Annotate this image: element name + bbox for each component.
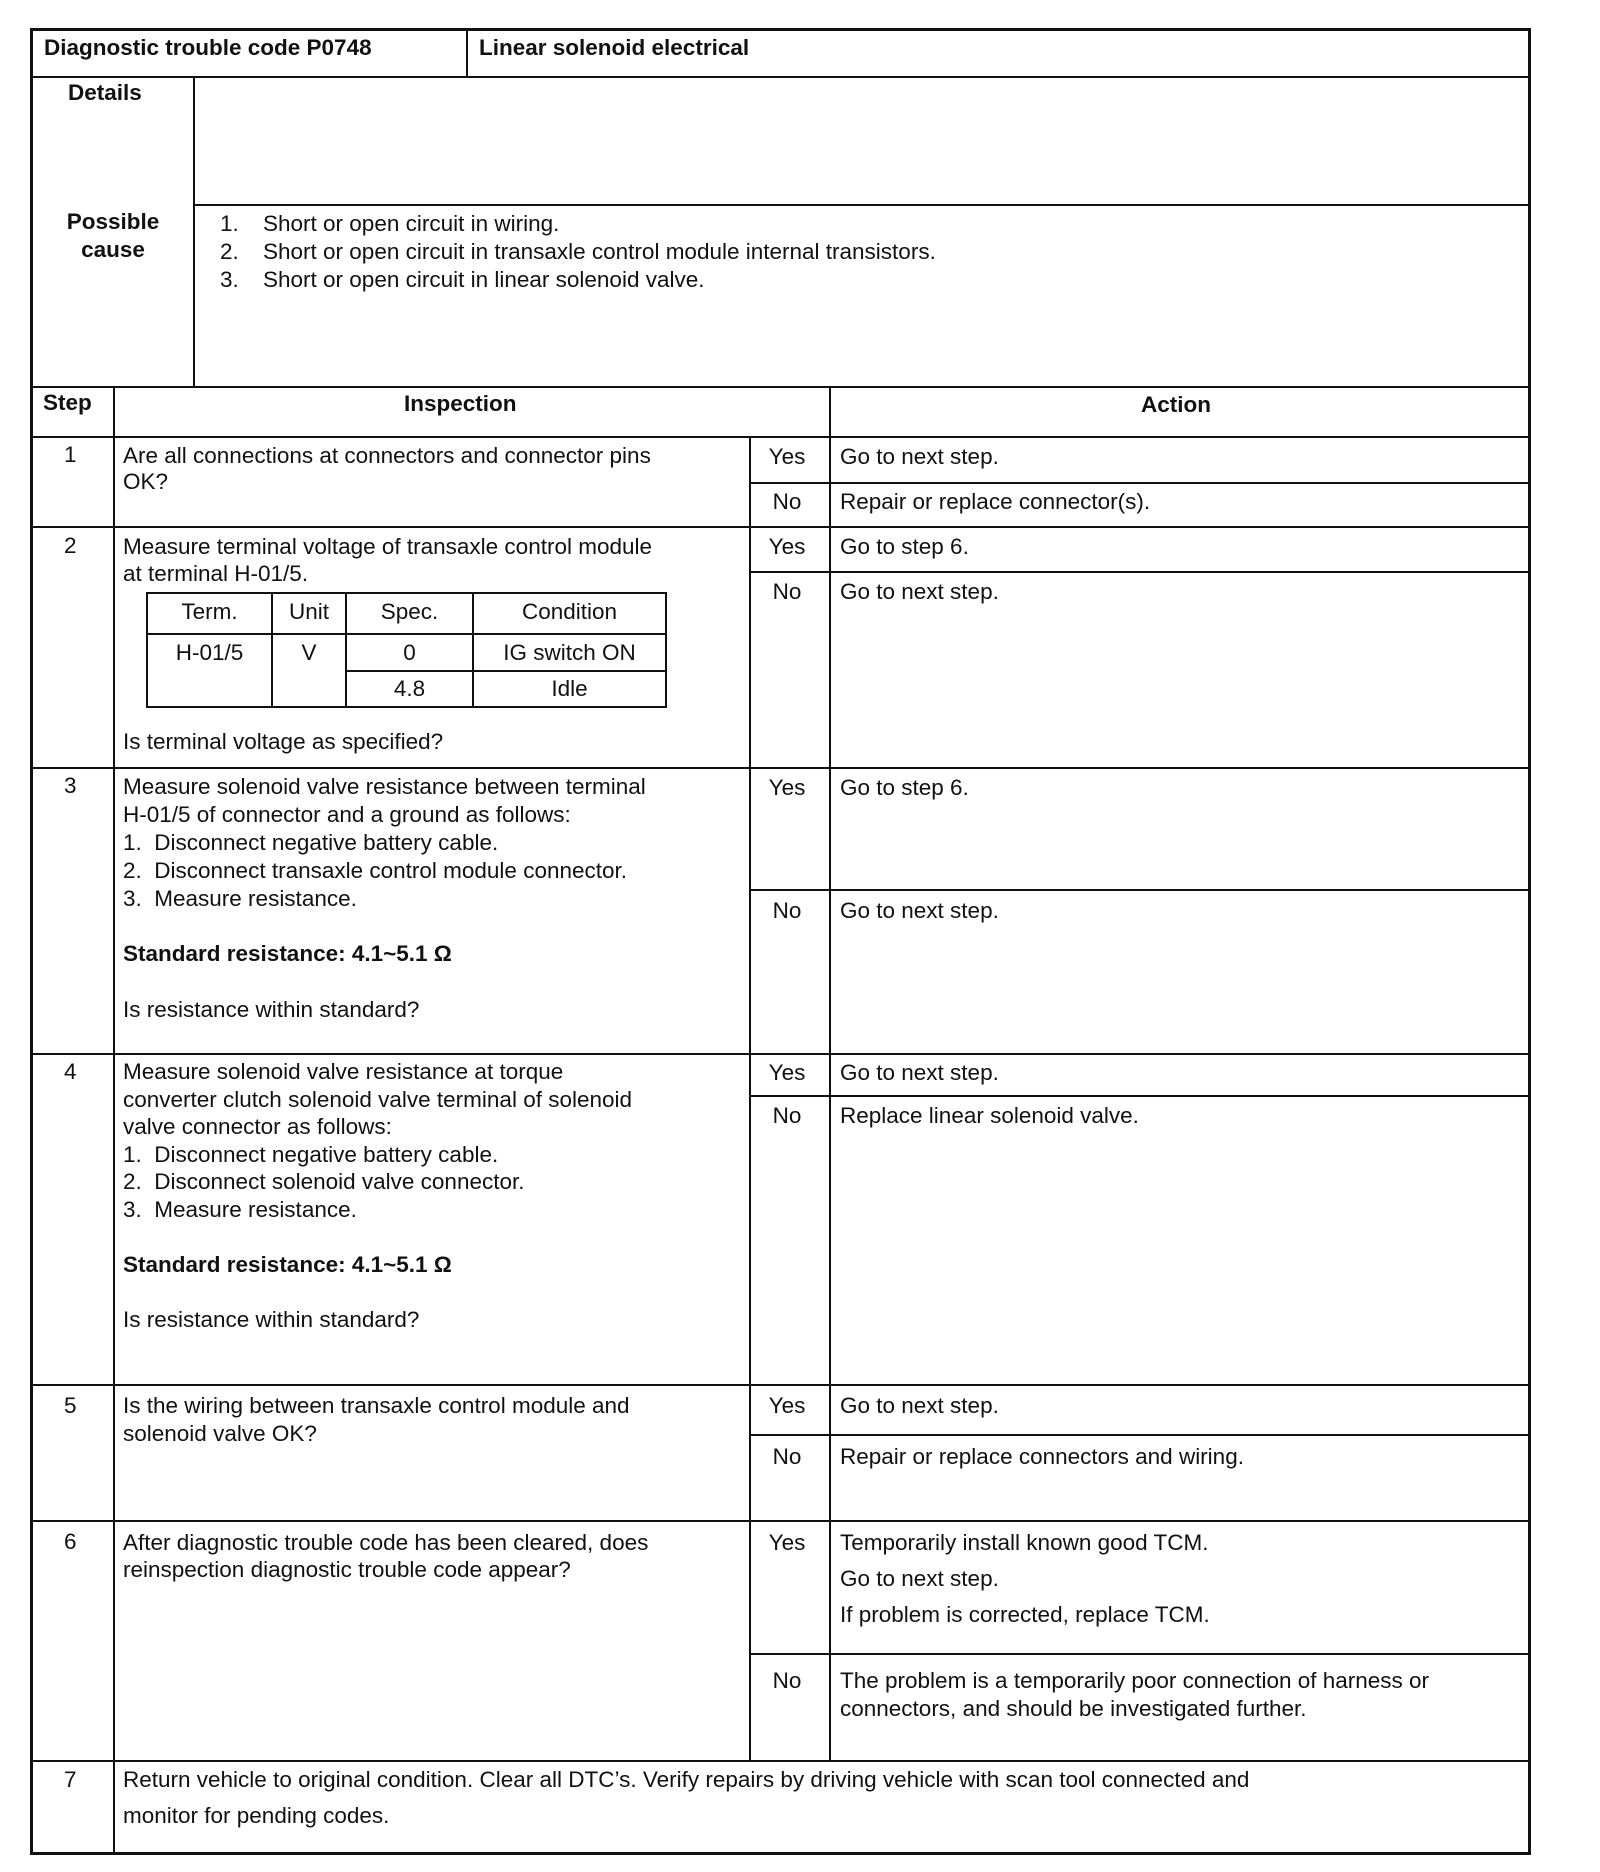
inspection-line: solenoid valve OK? <box>123 1421 317 1446</box>
spec-term: H-01/5 <box>175 640 244 665</box>
column-header-action: Action <box>1141 392 1211 417</box>
dtc-code-label: Diagnostic trouble code P0748 <box>44 35 372 60</box>
no-action: Repair or replace connectors and wiring. <box>840 1444 1244 1469</box>
inspection-line: OK? <box>123 469 169 494</box>
cause-text: Short or open circuit in transaxle control module internal transistors. <box>263 239 936 264</box>
inspection-question: Is terminal voltage as specified? <box>123 729 444 754</box>
inspection-question: Is resistance within standard? <box>123 997 420 1022</box>
no-label: No <box>772 1668 802 1693</box>
inspection-line: 1. Disconnect negative battery cable. <box>123 830 499 855</box>
final-line: monitor for pending codes. <box>123 1803 390 1828</box>
inspection-line: Measure terminal voltage of transaxle control module <box>123 534 653 559</box>
no-action: Go to next step. <box>840 579 999 604</box>
yes-label: Yes <box>768 1530 806 1555</box>
cause-text: Short or open circuit in linear solenoid valve. <box>263 267 705 292</box>
no-label: No <box>772 489 802 514</box>
no-label: No <box>772 1444 802 1469</box>
cause-number: 3. <box>220 267 239 292</box>
column-header-inspection: Inspection <box>404 391 517 416</box>
inspection-line: Are all connections at connectors and connector pins <box>123 443 651 468</box>
spec-unit: V <box>301 640 317 665</box>
yes-action: Go to next step. <box>840 444 999 469</box>
inspection-line: After diagnostic trouble code has been cleared, does <box>123 1530 649 1555</box>
spec-condition: Idle <box>551 676 588 701</box>
spec-condition: IG switch ON <box>503 640 636 665</box>
inspection-question: Is resistance within standard? <box>123 1307 420 1332</box>
inspection-line: Is the wiring between transaxle control module and <box>123 1393 630 1418</box>
final-line: Return vehicle to original condition. Clear all DTC’s. Verify repairs by driving vehicle with scan tool connected and <box>123 1767 1250 1792</box>
step-number: 1 <box>64 442 77 467</box>
yes-label: Yes <box>768 1060 806 1085</box>
step-number: 2 <box>64 533 77 558</box>
inspection-line: 1. Disconnect negative battery cable. <box>123 1142 499 1167</box>
step-number: 3 <box>64 773 77 798</box>
yes-action: Temporarily install known good TCM. <box>840 1530 1209 1555</box>
yes-action: Go to step 6. <box>840 534 969 559</box>
standard-resistance: Standard resistance: 4.1~5.1 Ω <box>123 941 452 966</box>
yes-label: Yes <box>768 534 806 559</box>
inspection-line: 2. Disconnect solenoid valve connector. <box>123 1169 525 1194</box>
cause-number: 2. <box>220 239 239 264</box>
inspection-line: valve connector as follows: <box>123 1114 392 1139</box>
inspection-line: 2. Disconnect transaxle control module connector. <box>123 858 628 883</box>
spec-header-condition: Condition <box>521 599 618 624</box>
spec-header-spec: Spec. <box>380 599 439 624</box>
yes-action: If problem is corrected, replace TCM. <box>840 1602 1210 1627</box>
column-header-step: Step <box>43 390 92 415</box>
spec-value: 0 <box>403 640 416 665</box>
inspection-line: Measure solenoid valve resistance at torque <box>123 1059 564 1084</box>
no-action: Repair or replace connector(s). <box>840 489 1151 514</box>
spec-header-term: Term. <box>181 599 238 624</box>
no-label: No <box>772 898 802 923</box>
dtc-title: Linear solenoid electrical <box>479 35 750 60</box>
inspection-line: at terminal H-01/5. <box>123 561 309 586</box>
no-action: The problem is a temporarily poor connection of harness or <box>840 1668 1430 1693</box>
yes-action: Go to next step. <box>840 1060 999 1085</box>
spec-header-unit: Unit <box>288 599 329 624</box>
yes-label: Yes <box>768 775 806 800</box>
details-label: Details <box>68 80 142 105</box>
yes-action: Go to next step. <box>840 1393 999 1418</box>
step-number: 7 <box>64 1767 77 1792</box>
step-number: 4 <box>64 1059 77 1084</box>
no-label: No <box>772 579 802 604</box>
inspection-line: 3. Measure resistance. <box>123 886 357 911</box>
no-action: connectors, and should be investigated further. <box>840 1696 1307 1721</box>
step-number: 6 <box>64 1529 77 1554</box>
inspection-line: converter clutch solenoid valve terminal of solenoid <box>123 1087 633 1112</box>
inspection-line: reinspection diagnostic trouble code appear? <box>123 1557 571 1582</box>
yes-action: Go to next step. <box>840 1566 999 1591</box>
cause-number: 1. <box>220 211 239 236</box>
possible-cause-label: Possible cause <box>66 209 160 262</box>
standard-resistance: Standard resistance: 4.1~5.1 Ω <box>123 1252 452 1277</box>
no-action: Go to next step. <box>840 898 999 923</box>
yes-label: Yes <box>768 444 806 469</box>
no-action: Replace linear solenoid valve. <box>840 1103 1139 1128</box>
inspection-line: 3. Measure resistance. <box>123 1197 357 1222</box>
spec-value: 4.8 <box>393 676 426 701</box>
inspection-line: Measure solenoid valve resistance between terminal <box>123 774 646 799</box>
no-label: No <box>772 1103 802 1128</box>
yes-label: Yes <box>768 1393 806 1418</box>
cause-text: Short or open circuit in wiring. <box>263 211 560 236</box>
step-number: 5 <box>64 1393 77 1418</box>
inspection-line: H-01/5 of connector and a ground as follows: <box>123 802 571 827</box>
yes-action: Go to step 6. <box>840 775 969 800</box>
